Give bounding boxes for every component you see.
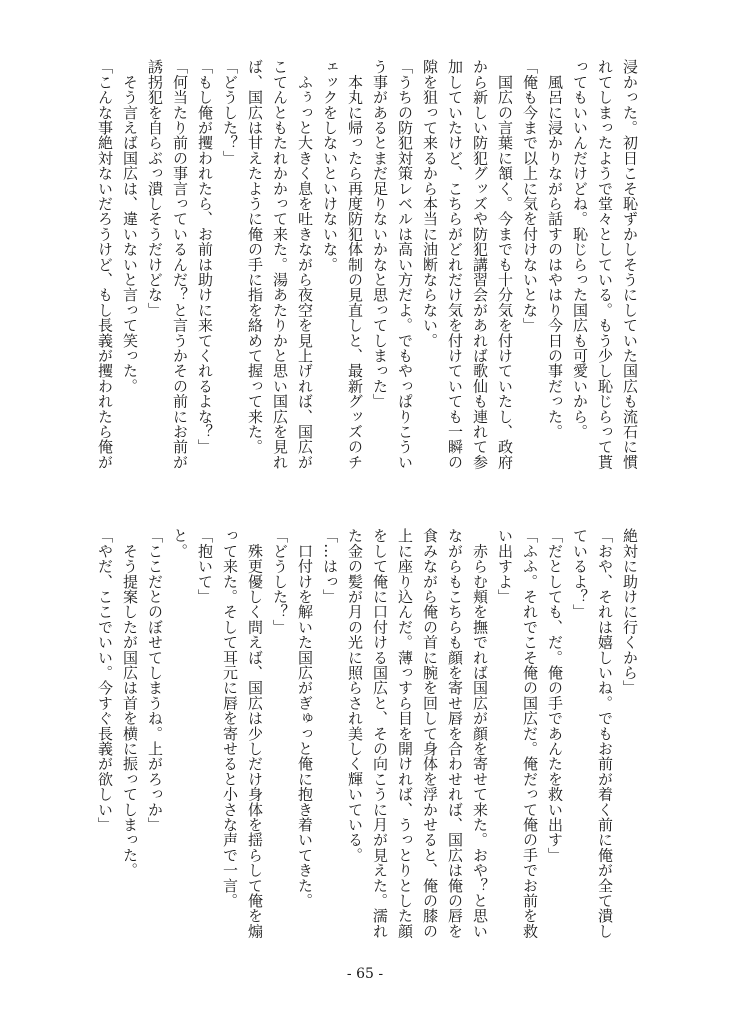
- text-line: そう言えば国広は、違いないと言って笑った。: [121, 59, 139, 394]
- text-line: 「俺も今まで以上に気を付けないとな」: [521, 59, 539, 333]
- text-line: ってもいいんだけどね。恥じらった国広も可愛いから。: [571, 59, 589, 439]
- text-line: 加していたけど、こちらがどれだけ気を付けていても一瞬の: [446, 59, 464, 470]
- text-line: 上に座り込んだ。薄っすら目を開ければ、うっとりとした顔: [396, 528, 414, 939]
- text-line: 「…はっ」: [321, 528, 339, 604]
- text-line: と。: [171, 528, 189, 559]
- text-line: 食みながら俺の首に腕を回して身体を浮かせると、俺の膝の: [421, 528, 439, 939]
- text-line: 殊更優しく問えば、国広は少しだけ身体を揺らして俺を煽: [246, 528, 264, 939]
- text-line: ェックをしないといけないな。: [321, 59, 339, 272]
- page-number: - 65 -: [346, 966, 384, 982]
- text-line: ば、国広は甘えたように俺の手に指を絡めて握って来た。: [246, 59, 264, 455]
- text-line: ているよ？」: [571, 528, 589, 620]
- lower-text-block: [90, 528, 642, 973]
- upper-text-block: [90, 59, 642, 504]
- text-line: ふぅっと大きく息を吐きながら夜空を見上げれば、国広が: [296, 59, 314, 470]
- text-line: う事があるとまだ足りないかなと思ってしまった」: [371, 59, 389, 409]
- text-line: れてしまったようで堂々としている。もう少し恥じらって貰: [596, 59, 614, 470]
- text-line: 口付けを解いた国広がぎゅっと俺に抱き着いてきた。: [296, 528, 314, 908]
- text-line: 隙を狙って来るから本当に油断ならない。: [421, 59, 439, 348]
- text-line: 「抱いて」: [196, 528, 214, 604]
- text-line: い出すよ」: [496, 528, 514, 604]
- text-line: 風呂に浸かりながら話すのはやはり今日の事だった。: [546, 59, 564, 439]
- text-line: そう提案したが国広は首を横に振ってしまった。: [121, 528, 139, 878]
- text-line: 絶対に助けに行くから」: [621, 528, 639, 696]
- text-line: 本丸に帰ったら再度防犯体制の見直しと、最新グッズのチ: [346, 59, 364, 470]
- text-line: 「うちの防犯対策レベルは高い方だよ。でもやっぱりこうい: [396, 59, 414, 470]
- text-line: をして俺に口付ける国広と、その向こうに月が見えた。濡れ: [371, 528, 389, 939]
- text-line: 「どうした？」: [271, 528, 289, 635]
- text-line: 「こんな事絶対ないだろうけど、もし長義が攫われたら俺が: [96, 59, 114, 470]
- text-line: 「何当たり前の事言っているんだ？と言うかその前にお前が: [171, 59, 189, 470]
- text-line: ながらもこちらも顔を寄せ唇を合わせれば、国広は俺の唇を: [446, 528, 464, 939]
- text-line: 「もし俺が攫われたら、お前は助けに来てくれるよな？」: [196, 59, 214, 455]
- text-line: こてんともたれかかって来た。湯あたりかと思い国広を見れ: [271, 59, 289, 470]
- text-line: から新しい防犯グッズや防犯講習会があれば歌仙も連れて参: [471, 59, 489, 470]
- text-line: 「ふふ。それでこそ俺の国広だ。俺だって俺の手でお前を救: [521, 528, 539, 939]
- text-line: 誘拐犯を自らぶっ潰しそうだけどな」: [146, 59, 164, 318]
- text-line: 「だとしても、だ。俺の手であんたを救い出す」: [546, 528, 564, 863]
- text-line: 「どうした？」: [221, 59, 239, 166]
- text-line: 「やだ、ここでいい。今すぐ長義が欲しい」: [96, 528, 114, 832]
- text-line: 浸かった。初日こそ恥ずかしそうにしていた国広も流石に慣: [621, 59, 639, 470]
- text-line: 赤らむ頬を撫でれば国広が顔を寄せて来た。おや？と思い: [471, 528, 489, 939]
- text-line: 「おや、それは嬉しいね。でもお前が着く前に俺が全て潰し: [596, 528, 614, 939]
- text-line: 「ここだとのぼせてしまうね。上がろっか」: [146, 528, 164, 832]
- text-line: た金の髪が月の光に照らされ美しく輝いている。: [346, 528, 364, 863]
- text-line: って来た。そして耳元に唇を寄せると小さな声で一言。: [221, 528, 239, 908]
- text-line: 国広の言葉に頷く。今までも十分気を付けていたし、政府: [496, 59, 514, 470]
